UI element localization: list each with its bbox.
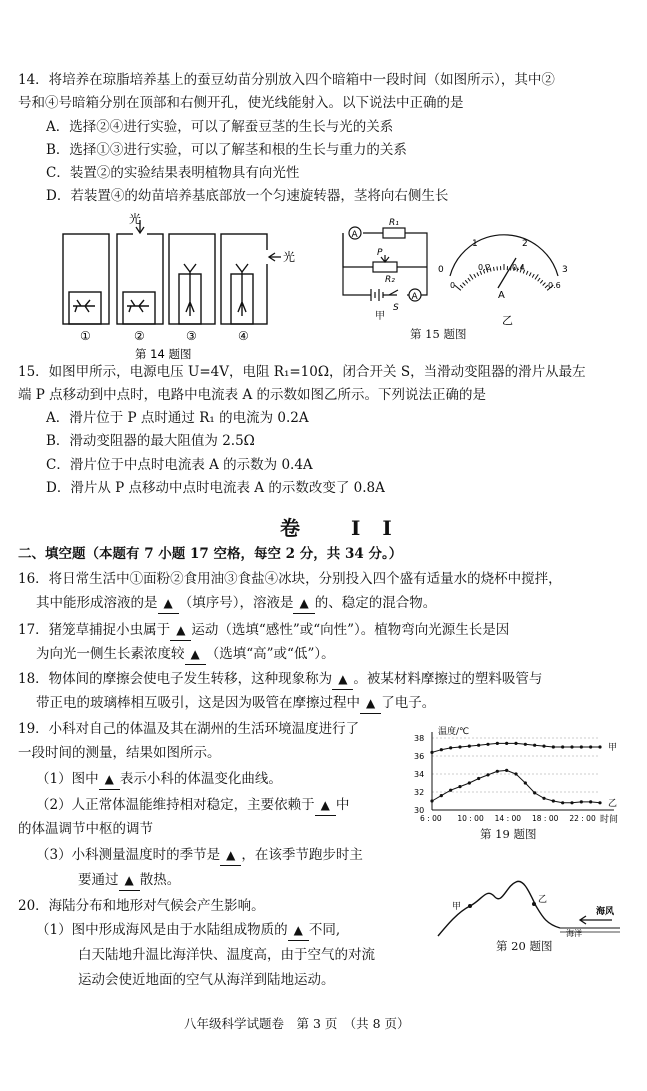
chart-point [542,745,545,748]
chart-point [440,748,443,751]
chart-point [580,800,583,803]
chart-point [580,745,583,748]
q17-blank-1[interactable]: ▲ [170,620,191,641]
page-footer: 八年级科学试题卷 第 3 页 （共 8 页） [184,1016,410,1031]
q14-figure-caption: 第 14 题图 [135,347,192,361]
q15-ammeter-dial [436,226,572,326]
scale-top-1: 1 [472,239,478,249]
chart-point [449,746,452,749]
chart-x-tick-label: 10 : 00 [457,814,484,823]
chart-point [570,801,573,804]
chart-point [458,745,461,748]
chart-point [449,789,452,792]
q19-sub2-cont: 的体温调节中枢的调节 [18,821,153,837]
scale-bottom-06: 0.6 [548,281,561,290]
dial-tick [526,271,528,275]
circuit-jia-label: 甲 [375,311,385,322]
box-label-1: ① [80,329,91,343]
q15-option-d: D．滑片从 P 点移动中点时电流表 A 的示数改变了 0.8A [46,480,385,496]
p-label: P [377,248,383,258]
dial-tick [540,280,543,283]
chart-point [589,800,592,803]
point-yi [532,902,536,906]
scale-bottom-0: 0 [450,281,456,290]
q18-blank-1[interactable]: ▲ [332,669,353,690]
dial-yi-label: 乙 [502,314,513,326]
chart-y-tick-label: 34 [414,770,425,779]
q14-option-c: C．装置②的实验结果表明植物具有向光性 [46,165,300,181]
chart-point [477,777,480,780]
q20-terrain-figure [430,876,624,938]
q14-option-a: A．选择②④进行实验，可以了解蚕豆茎的生长与光的关系 [46,119,394,135]
chart-ylabel: 温度/℃ [438,727,470,737]
q19-figure-caption: 第 19 题图 [480,827,537,841]
q19-line2: 一段时间的测量，结果如图所示。 [18,745,221,761]
chart-x-tick-label: 18 : 00 [532,814,559,823]
box-label-3: ③ [186,329,197,343]
chart-point [524,781,527,784]
q14-option-b: B．选择①③进行实验，可以了解茎和根的生长与重力的关系 [46,142,407,158]
q20-line1: 20．海陆分布和地形对气候会产生影响。 [18,898,265,914]
chart-point [468,781,471,784]
battery [371,289,383,301]
chart-point [570,745,573,748]
light-label-right: 光 [283,250,296,264]
switch-label: S [393,303,399,313]
dial-unit-symbol: A [498,290,505,301]
q14-option-d: D．若装置④的幼苗培养基底部放一个匀速旋转器，茎将向右侧生长 [46,188,449,204]
chart-xlabel: 时间 [600,815,619,825]
q16-line1: 16．将日常生活中①面粉②食用油③食盐④冰块，分别投入四个盛有适量水的烧杯中搅拌， [18,571,562,587]
q14-stem-line2: 号和④号暗箱分别在顶部和右侧开孔，使光线能射入。以下说法中正确的是 [18,95,464,111]
chart-x-tick-label: 22 : 00 [569,814,596,823]
q15-figure-caption: 第 15 题图 [410,327,467,341]
dial-tick [474,274,476,277]
dial-tick [460,285,463,288]
dark-box-3 [169,234,215,324]
dial-tick [535,274,538,279]
sea-label: 海洋 [566,929,582,938]
chart-point [524,743,527,746]
q19-blank-4[interactable]: ▲ [119,870,140,891]
q15-stem-line2: 端 P 点移动到中点时，电路中电流表 A 的示数如图乙所示。下列说法正确的是 [18,387,486,403]
dial-tick [463,283,466,286]
dial-tick [470,274,473,279]
q19-sub1: （1）图中 ▲ 表示小科的体温变化曲线。 [36,769,282,790]
scale-bottom-02: 0.2 [478,263,491,272]
q17-line1: 17．猪笼草捕捉小虫属于 ▲ 运动（选填“感性”或“向性”）。植物弯向光源生长是因 [18,620,509,641]
q20-sub1-line3: 运动会使近地面的空气从海洋到陆地运动。 [78,972,335,988]
q19-sub3: （3）小科测量温度时的季节是 ▲ ，在该季节跑步时主 [36,845,363,866]
q18-line1: 18．物体间的摩擦会使电子发生转移，这种现象称为 ▲ 。被某材料摩擦过的塑料吸管与 [18,669,542,690]
terrain-jia-label: 甲 [452,902,462,912]
chart-point [589,745,592,748]
chart-series-label: 乙 [608,798,618,809]
q20-sub1: （1）图中形成海风是由于水陆组成物质的 ▲ 不同, [36,920,340,941]
agar-block-1 [69,292,101,324]
chart-point [598,801,601,804]
chart-point [486,773,489,776]
dark-box-1 [63,234,109,324]
chart-point [514,772,517,775]
resistor-r2 [373,262,397,272]
chart-y-tick-label: 32 [414,788,425,797]
r2-label: R₂ [385,275,395,285]
q14-figure [55,212,305,362]
dial-tick [477,272,479,276]
q16-line2: 其中能形成溶液的是 ▲ （填序号），溶液是 ▲ 的、稳定的混合物。 [36,593,436,614]
q15-circuit-diagram [335,215,435,325]
dial-tick [538,278,540,281]
q19-sub2: （2）人正常体温能维持相对稳定，主要依赖于 ▲ 中 [36,795,349,816]
sea-wind-arrow [580,916,612,924]
chart-point [533,791,536,794]
chart-x-tick-label: 14 : 00 [494,814,522,823]
dial-tick [465,280,468,283]
chart-point [496,742,499,745]
q16-blank-1[interactable]: ▲ [158,593,179,614]
dial-tick [493,267,494,271]
chart-point [533,744,536,747]
q20-sub1-line2: 白天陆地升温比海洋快、温度高，由于空气的对流 [78,947,375,963]
q19-blank-2[interactable]: ▲ [315,795,336,816]
q15-option-c: C．滑片位于中点时电流表 A 的示数为 0.4A [46,457,313,473]
q17-blank-2[interactable]: ▲ [185,644,206,665]
light-label-top: 光 [129,212,142,226]
chart-point [598,745,601,748]
sea-wind-label: 海风 [596,907,615,917]
q15-stem-line1: 15．如图甲所示，电源电压 U=4V，电阻 R₁=10Ω，闭合开关 S，当滑动变阻器的滑片从最左 [18,364,586,380]
chart-point [468,745,471,748]
resistor-r1 [383,228,405,238]
chart-point [440,794,443,797]
scale-bottom-04: 0.4 [512,263,525,272]
section-title: 卷 II [280,516,414,540]
dark-box-2 [117,234,163,324]
dial-tick [532,274,534,277]
chart-point [552,799,555,802]
chart-x-tick-label: 6 : 00 [420,814,442,823]
chart-point [486,743,489,746]
chart-point [505,769,508,772]
q19-sub3-cont: 要通过 ▲ 散热。 [78,870,180,891]
q18-blank-2[interactable]: ▲ [360,693,381,714]
chart-point [542,797,545,800]
q19-blank-1[interactable]: ▲ [99,769,120,790]
chart-point [496,770,499,773]
dial-tick [543,283,546,286]
chart-point [561,801,564,804]
chart-point [561,745,564,748]
r1-label: R₁ [389,218,399,228]
chart-series-label: 甲 [608,743,618,753]
scale-top-0: 0 [438,265,444,275]
q17-line2: 为向光一侧生长素浓度较 ▲ （选填“高”或“低”）。 [36,644,335,665]
chart-point [477,744,480,747]
q20-blank-1[interactable]: ▲ [288,920,309,941]
box-label-4: ④ [238,329,249,343]
ammeter-a2-label: A [411,292,418,302]
chart-point [552,745,555,748]
q15-option-b: B．滑动变阻器的最大阻值为 2.5Ω [46,433,255,449]
q19-blank-3[interactable]: ▲ [220,845,241,866]
q15-option-a: A．滑片位于 P 点时通过 R₁ 的电流为 0.2A [46,410,309,426]
dial-tick [468,278,470,281]
terrain-yi-label: 乙 [538,895,548,905]
chart-y-tick-label: 36 [414,752,425,761]
chart-point [430,751,433,754]
switch-s [389,290,398,295]
q20-figure-caption: 第 20 题图 [496,939,553,953]
box-label-2: ② [134,329,145,343]
dial-tick [529,272,531,276]
chart-point [505,742,508,745]
q19-temperature-chart [410,724,632,842]
agar-block-2 [123,292,155,324]
dark-box-4 [221,234,267,324]
q14-stem-line1: 14．将培养在琼脂培养基上的蚕豆幼苗分别放入四个暗箱中一段时间（如图所示），其中② [18,72,555,88]
chart-y-tick-label: 38 [414,734,425,743]
q18-line2: 带正电的玻璃棒相互吸引，这是因为吸管在摩擦过程中 ▲ 了电子。 [36,693,435,714]
chart-point [430,799,433,802]
chart-point [458,785,461,788]
point-jia [468,904,472,908]
q16-blank-2[interactable]: ▲ [293,593,314,614]
dial-tick [455,285,461,290]
fill-blank-heading: 二、填空题（本题有 7 小题 17 空格，每空 2 分，共 34 分。） [18,546,403,562]
scale-top-3: 3 [562,265,568,275]
scale-top-2: 2 [522,239,528,249]
chart-point [514,742,517,745]
ammeter-a1-label: A [351,230,358,240]
chart-y-tick-label: 30 [414,806,425,815]
q19-line1: 19．小科对自己的体温及其在湖州的生活环境温度进行了 [18,721,360,737]
